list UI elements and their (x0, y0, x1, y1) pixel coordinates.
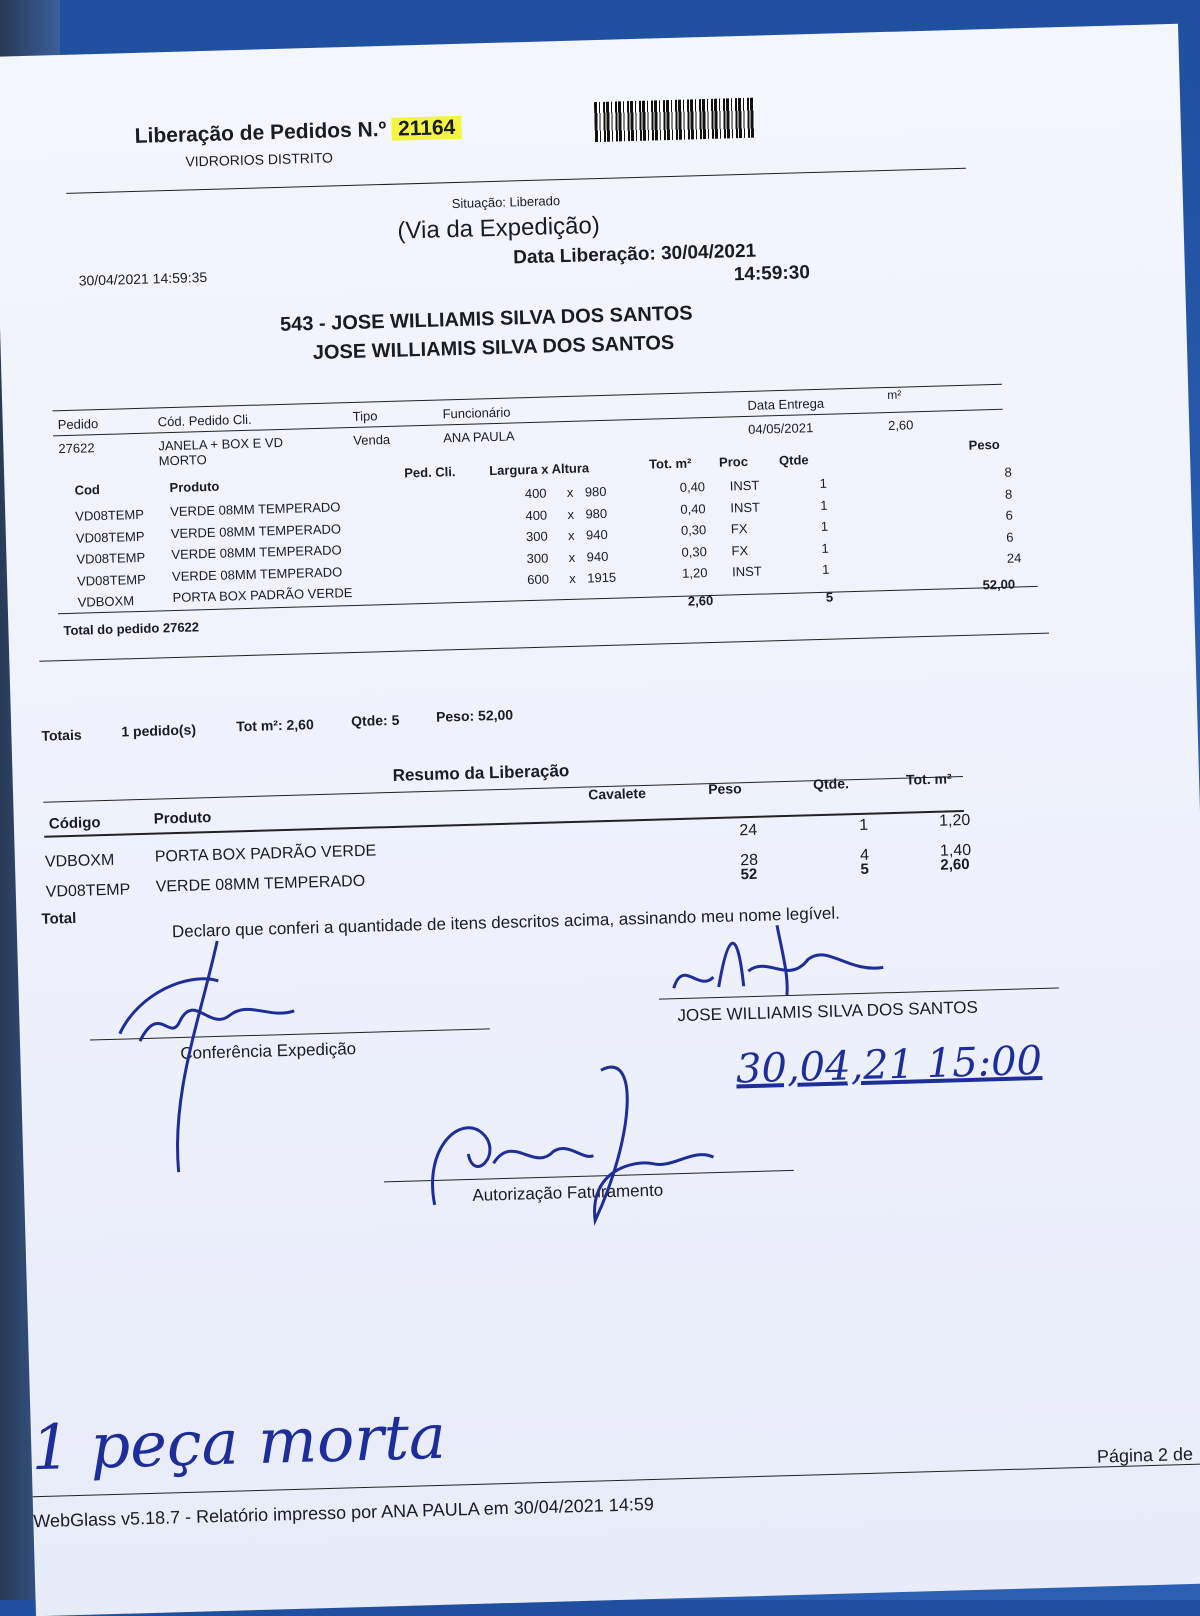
data-entrega-value: 04/05/2021 (747, 420, 814, 437)
items-col-proc: Proc (718, 453, 749, 470)
handwritten-date: 30,04,21 15:00 (735, 1037, 1043, 1093)
item-qtde: 1 (821, 540, 829, 556)
item-x: x (568, 549, 576, 565)
item-altura: 980 (584, 483, 607, 500)
autorizacao-label: Autorização Faturamento (472, 1180, 664, 1205)
item-produto: VERDE 08MM TEMPERADO (170, 499, 341, 520)
handwritten-note: 1 peça morta (30, 1399, 447, 1485)
item-proc: FX (730, 520, 748, 537)
item-x: x (566, 484, 574, 500)
items-col-peso: Peso (968, 436, 1000, 453)
resumo-col-peso: Peso (707, 780, 742, 798)
item-largura: 300 (526, 550, 549, 566)
item-proc: FX (731, 542, 749, 558)
situacao-label: Situação: Liberado (451, 193, 561, 212)
resumo-row-peso: 24 (739, 821, 758, 840)
header-divider (66, 168, 966, 194)
resumo-col-codigo: Código (48, 814, 101, 833)
resumo-row-codigo: VD08TEMP (45, 881, 131, 901)
resumo-total-qtde: 5 (860, 860, 870, 878)
total-pedido-m2: 2,60 (687, 592, 714, 609)
item-largura: 300 (525, 528, 548, 545)
resumo-col-produto: Produto (153, 809, 212, 828)
resumo-col-cavalete: Cavalete (588, 784, 647, 803)
footer-printed-by: WebGlass v5.18.7 - Relatório impresso por ANA PAULA em 30/04/2021 14:59 (33, 1493, 655, 1532)
item-cod: VD08TEMP (75, 528, 145, 546)
totais-m2: Tot m²: 2,60 (236, 716, 314, 735)
item-proc: INST (729, 477, 760, 494)
item-tot-m2: 0,40 (679, 479, 706, 495)
items-col-largura: Largura x Altura (488, 460, 590, 479)
col-cod-pedido-cli: Cód. Pedido Cli. (157, 411, 252, 430)
cod-pedido-cli-value-1: JANELA + BOX E VD (158, 434, 284, 454)
item-produto: VERDE 08MM TEMPERADO (170, 520, 342, 541)
col-tipo: Tipo (352, 408, 378, 424)
items-col-tot-m2: Tot. m² (648, 455, 692, 472)
resumo-total-m2: 2,60 (940, 855, 970, 874)
order-section-bottom-rule (39, 633, 1049, 662)
footer-page: Página 2 de (1096, 1443, 1194, 1467)
totais-peso: Peso: 52,00 (435, 706, 514, 725)
total-pedido-label: Total do pedido 27622 (63, 619, 200, 639)
client-line-2: JOSE WILLIAMIS SILVA DOS SANTOS (312, 331, 675, 365)
item-tot-m2: 0,30 (680, 522, 707, 538)
cod-pedido-cli-value-2: MORTO (158, 452, 207, 469)
client-signature-scribble (657, 912, 899, 1009)
item-tot-m2: 0,40 (680, 500, 706, 517)
item-produto: PORTA BOX PADRÃO VERDE (172, 585, 353, 606)
resumo-total-label: Total (41, 909, 77, 928)
data-liberacao-time: 14:59:30 (733, 262, 811, 286)
resumo-total-peso: 52 (740, 865, 758, 884)
autorizacao-signature-scribble (411, 1047, 736, 1236)
conferencia-signature-scribble (97, 918, 324, 1184)
totais-pedidos: 1 pedido(s) (121, 721, 197, 740)
resumo-title: Resumo da Liberação (392, 761, 570, 785)
conferencia-label: Conferência Expedição (180, 1039, 357, 1063)
items-col-cod: Cod (74, 482, 101, 498)
item-cod: VD08TEMP (76, 549, 146, 567)
item-qtde: 1 (819, 475, 828, 491)
barcode (594, 98, 755, 142)
resumo-row-peso: 28 (739, 851, 759, 870)
item-tot-m2: 0,30 (681, 543, 708, 560)
resumo-row-tot-m2: 1,40 (939, 841, 972, 860)
total-pedido-peso: 52,00 (982, 576, 1016, 593)
item-largura: 400 (524, 485, 547, 502)
item-cod: VD08TEMP (75, 506, 145, 524)
resumo-col-tot-m2: Tot. m² (905, 770, 952, 788)
document-page (0, 24, 1200, 1616)
col-funcionario: Funcionário (442, 404, 511, 422)
item-produto: VERDE 08MM TEMPERADO (171, 542, 342, 563)
item-qtde: 1 (821, 561, 830, 577)
client-line-1: 543 - JOSE WILLIAMIS SILVA DOS SANTOS (279, 302, 693, 336)
resumo-row-tot-m2: 1,20 (938, 811, 971, 830)
item-altura: 940 (585, 526, 608, 543)
item-altura: 940 (586, 548, 609, 564)
document-title: Liberação de Pedidos N.º 21164 (134, 116, 461, 149)
item-peso: 8 (1004, 486, 1013, 502)
tipo-value: Venda (353, 431, 391, 448)
company-name: VIDRORIOS DISTRITO (185, 149, 334, 170)
m2-value: 2,60 (887, 417, 914, 433)
item-peso: 24 (1006, 550, 1022, 566)
item-cod: VD08TEMP (76, 571, 146, 589)
item-peso: 6 (1006, 529, 1014, 545)
item-x: x (567, 506, 575, 522)
item-produto: VERDE 08MM TEMPERADO (171, 563, 343, 584)
col-pedido: Pedido (57, 416, 99, 433)
resumo-row-codigo: VDBOXM (44, 851, 115, 871)
totais-label: Totais (41, 726, 82, 744)
items-col-qtde: Qtde (778, 452, 809, 469)
data-liberacao: Data Liberação: 30/04/2021 (512, 240, 757, 269)
item-x: x (567, 527, 575, 543)
via-label: (Via da Expedição) (397, 211, 601, 245)
resumo-row-qtde: 4 (859, 846, 870, 864)
client-signature-name: JOSE WILLIAMIS SILVA DOS SANTOS (677, 997, 979, 1026)
item-qtde: 1 (820, 497, 828, 513)
col-data-entrega: Data Entrega (747, 395, 825, 413)
declaration-text: Declaro que conferi a quantidade de itens descritos acima, assinando meu nome legível. (171, 903, 841, 942)
item-altura: 1915 (587, 569, 617, 586)
order-number: 21164 (392, 116, 462, 141)
total-pedido-qtde: 5 (825, 589, 834, 605)
resumo-col-qtde: Qtde. (812, 775, 850, 793)
item-proc: INST (730, 499, 761, 515)
resumo-row-produto: PORTA BOX PADRÃO VERDE (154, 842, 377, 866)
totais-qtde: Qtde: 5 (350, 711, 400, 730)
item-qtde: 1 (820, 518, 829, 534)
item-peso: 6 (1005, 507, 1014, 523)
item-tot-m2: 1,20 (681, 565, 708, 581)
item-peso: 8 (1004, 464, 1012, 480)
items-col-produto: Produto (169, 478, 220, 496)
printed-timestamp: 30/04/2021 14:59:35 (78, 268, 208, 289)
item-largura: 600 (527, 571, 550, 588)
items-col-ped-cli: Ped. Cli. (404, 464, 456, 481)
item-x: x (569, 570, 576, 586)
item-cod: VDBOXM (77, 593, 135, 610)
order-table-top-rule (52, 384, 1002, 412)
resumo-row-produto: VERDE 08MM TEMPERADO (155, 872, 366, 896)
item-largura: 400 (525, 507, 548, 523)
item-altura: 980 (585, 505, 608, 521)
pedido-value: 27622 (58, 440, 95, 457)
item-proc: INST (731, 563, 762, 580)
resumo-row-qtde: 1 (859, 816, 869, 834)
col-m2: m² (887, 387, 902, 403)
funcionario-value: ANA PAULA (443, 428, 515, 446)
